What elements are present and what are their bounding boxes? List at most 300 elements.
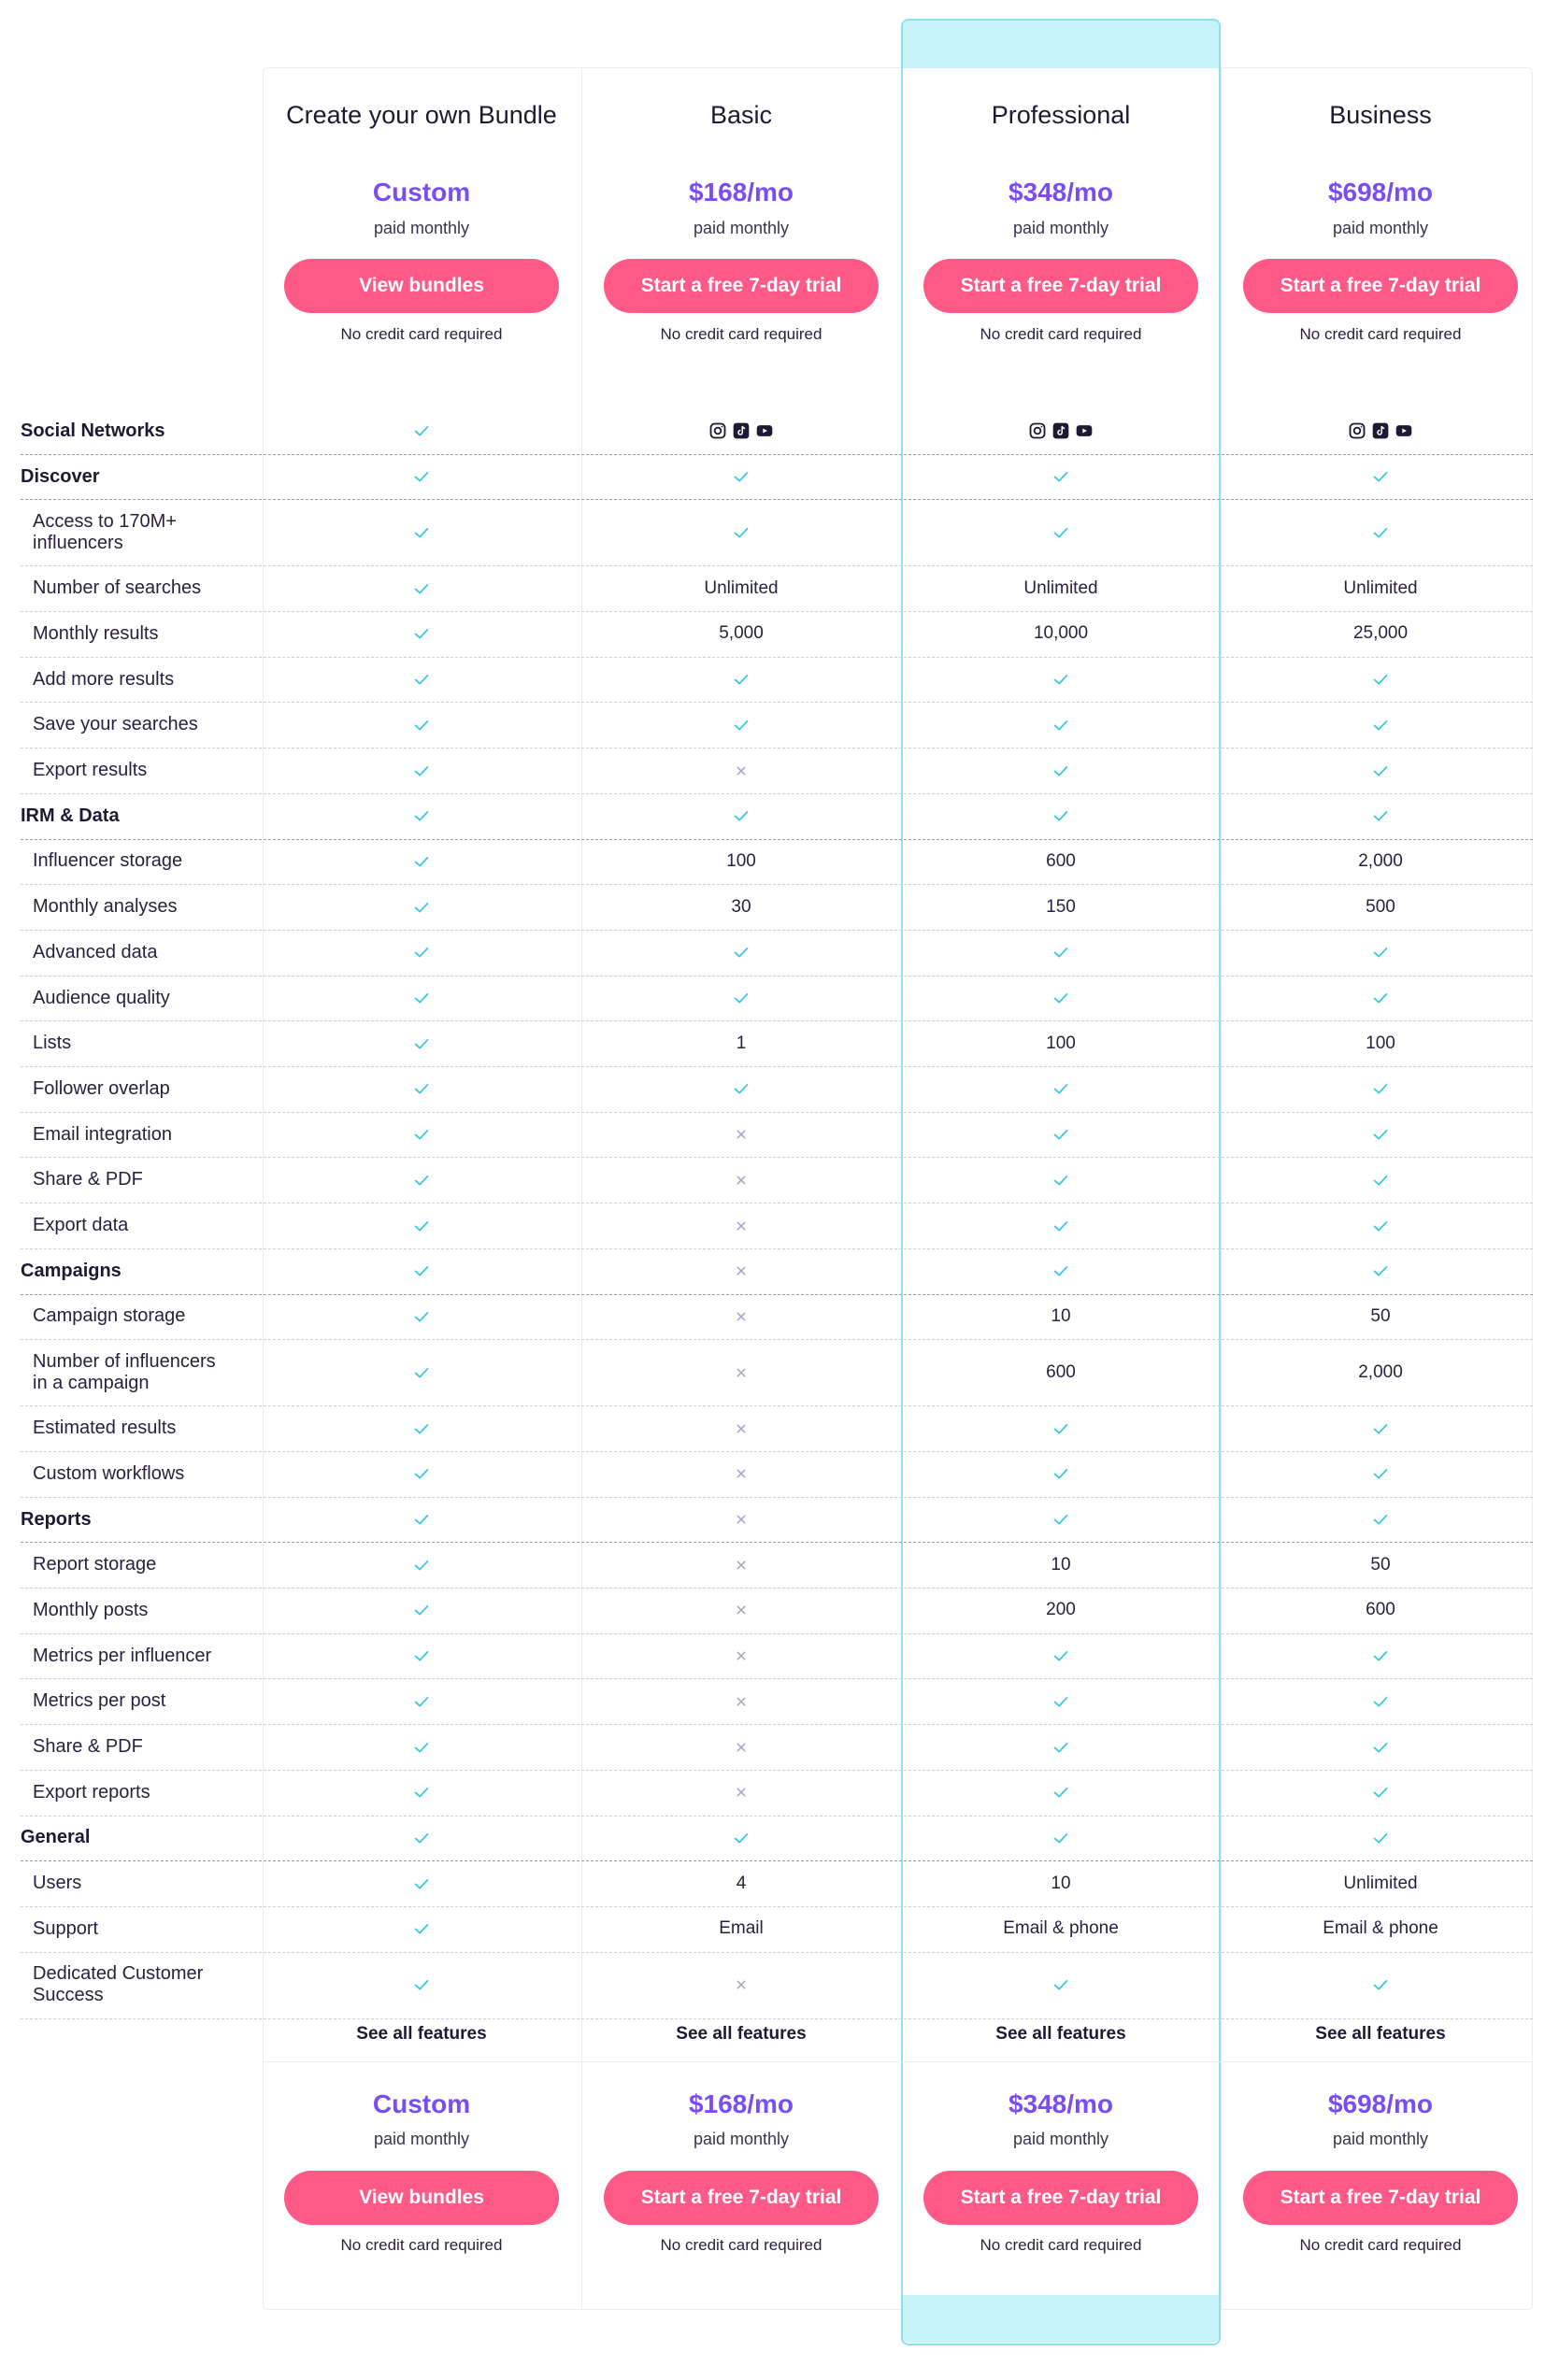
feature-value: [1221, 657, 1540, 703]
feature-value: [901, 839, 1221, 885]
check-icon: [1370, 1974, 1391, 1995]
check-icon: [1370, 761, 1391, 781]
feature-value-text: 10: [1051, 1305, 1071, 1326]
feature-value: [581, 1339, 901, 1405]
check-icon: [411, 1918, 432, 1939]
check-icon: [1051, 715, 1071, 735]
feature-value: [262, 1294, 581, 1340]
start-trial-button[interactable]: Start a free 7-day trial: [923, 259, 1198, 313]
check-icon: [411, 1306, 432, 1327]
check-icon: [1051, 669, 1071, 690]
feature-value: [901, 793, 1221, 839]
feature-value: [1221, 1542, 1540, 1588]
feature-value: [262, 1497, 581, 1543]
check-icon: [1370, 1646, 1391, 1666]
feature-value: [1221, 1020, 1540, 1066]
instagram-icon: [708, 421, 727, 440]
cross-icon: [733, 1308, 750, 1325]
plan-name: Basic: [709, 101, 773, 129]
feature-value: [901, 1588, 1221, 1633]
feature-value-text: 50: [1370, 1554, 1391, 1575]
feature-value: [581, 1451, 901, 1497]
feature-label: Metrics per influencer: [33, 1645, 212, 1666]
check-icon: [1051, 1737, 1071, 1758]
feature-value-text: 10: [1051, 1873, 1071, 1893]
tiktok-icon: [1371, 421, 1390, 440]
feature-value: [901, 1724, 1221, 1770]
feature-row: [21, 884, 1533, 931]
instagram-icon: [1028, 421, 1047, 440]
feature-value: [901, 1679, 1221, 1725]
plan-price: Custom: [372, 178, 471, 207]
feature-value: [262, 1588, 581, 1633]
feature-row: [21, 1497, 1533, 1544]
see-all-features-link[interactable]: See all features: [356, 2024, 487, 2044]
feature-value: [262, 930, 581, 976]
feature-value: [262, 1158, 581, 1204]
no-credit-card-note: No credit card required: [340, 2236, 503, 2254]
feature-value-text: 600: [1366, 1600, 1395, 1620]
feature-row: [21, 408, 1533, 455]
no-credit-card-note: No credit card required: [980, 325, 1142, 343]
feature-value-text: Email & phone: [1323, 1918, 1438, 1939]
feature-value: [901, 657, 1221, 703]
feature-value: [1221, 1952, 1540, 2018]
cross-icon: [733, 1511, 750, 1528]
feature-row: [21, 1860, 1533, 1907]
feature-value: [1221, 1294, 1540, 1340]
see-all-features-link[interactable]: See all features: [995, 2024, 1126, 2044]
feature-value: [901, 611, 1221, 657]
feature-label: Share & PDF: [33, 1169, 143, 1190]
feature-value: [262, 793, 581, 839]
check-icon: [1051, 1078, 1071, 1099]
see-all-features-link[interactable]: See all features: [1315, 2024, 1446, 2044]
feature-value: [901, 1112, 1221, 1158]
feature-value-text: 10,000: [1033, 623, 1089, 644]
check-icon: [411, 1216, 432, 1236]
feature-value: [1221, 1906, 1540, 1952]
feature-value: [262, 1860, 581, 1906]
check-icon: [411, 1078, 432, 1099]
view-bundles-button[interactable]: View bundles: [284, 2171, 559, 2225]
feature-value: [581, 1066, 901, 1112]
feature-row: [21, 565, 1533, 612]
feature-label: Influencer storage: [33, 850, 183, 872]
cross-icon: [733, 1262, 750, 1279]
feature-value: [1221, 1816, 1540, 1861]
feature-value: [262, 748, 581, 793]
feature-label: Monthly results: [33, 622, 159, 644]
plan-price: Custom: [372, 2089, 471, 2118]
feature-group-label: General: [21, 1827, 91, 1848]
most-popular-badge-top: [903, 21, 1219, 68]
feature-value-text: 4: [736, 1873, 747, 1893]
feature-value: [1221, 1633, 1540, 1679]
no-credit-card-note: No credit card required: [340, 325, 503, 343]
check-icon: [1051, 522, 1071, 543]
feature-label: Monthly posts: [33, 1599, 149, 1620]
feature-group-label: Social Networks: [21, 420, 165, 441]
feature-label: Export data: [33, 1215, 129, 1236]
feature-row: [21, 1816, 1533, 1862]
feature-value: [1221, 1203, 1540, 1248]
feature-row: [21, 976, 1533, 1022]
feature-label: Export reports: [33, 1781, 150, 1803]
plan-price: $168/mo: [688, 2089, 794, 2118]
feature-row: [21, 1294, 1533, 1341]
feature-value-text: Unlimited: [1343, 1873, 1418, 1893]
feature-value: [1221, 454, 1540, 500]
feature-value: [581, 1158, 901, 1204]
check-icon: [731, 669, 751, 690]
check-icon: [411, 623, 432, 644]
check-icon: [411, 1782, 432, 1803]
feature-value: [262, 1770, 581, 1816]
feature-value-text: 100: [726, 850, 756, 871]
feature-label: Users: [33, 1873, 82, 1894]
feature-label: Custom workflows: [33, 1462, 185, 1484]
plan-name: Professional: [991, 101, 1131, 129]
feature-value: [262, 1724, 581, 1770]
feature-row: [21, 930, 1533, 976]
feature-value-text: 2,000: [1358, 1361, 1403, 1382]
feature-value-text: Unlimited: [1023, 577, 1098, 598]
feature-value-text: 100: [1046, 1033, 1076, 1053]
feature-label: Advanced data: [33, 941, 158, 962]
plan-name: Business: [1329, 101, 1432, 129]
feature-value: [901, 1020, 1221, 1066]
feature-value: [901, 748, 1221, 793]
check-icon: [1051, 1509, 1071, 1530]
feature-value: [581, 1906, 901, 1952]
feature-value: [1221, 1112, 1540, 1158]
check-icon: [411, 522, 432, 543]
check-icon: [1051, 942, 1071, 962]
feature-row: [21, 1906, 1533, 1953]
check-icon: [411, 1170, 432, 1190]
feature-value: [901, 1203, 1221, 1248]
billing-period: paid monthly: [1332, 2130, 1429, 2148]
feature-value: [262, 839, 581, 885]
feature-value: [581, 976, 901, 1021]
feature-value: [581, 930, 901, 976]
check-icon: [411, 897, 432, 918]
feature-label: Audience quality: [33, 987, 170, 1008]
feature-value: [901, 1860, 1221, 1906]
youtube-icon: [1395, 421, 1413, 440]
feature-value: [262, 1633, 581, 1679]
feature-label: Campaign storage: [33, 1305, 186, 1327]
check-icon: [1370, 1463, 1391, 1484]
check-icon: [1370, 1691, 1391, 1712]
start-trial-button[interactable]: Start a free 7-day trial: [1243, 2171, 1518, 2225]
cross-icon: [733, 1218, 750, 1234]
view-bundles-button[interactable]: View bundles: [284, 259, 559, 313]
feature-value: [901, 884, 1221, 930]
feature-row: [21, 1679, 1533, 1726]
check-icon: [731, 1828, 751, 1848]
feature-value: [1221, 1066, 1540, 1112]
feature-value: [1221, 1860, 1540, 1906]
check-icon: [1370, 466, 1391, 487]
feature-value: [262, 884, 581, 930]
feature-value: [262, 1339, 581, 1405]
feature-value: [262, 1952, 581, 2018]
feature-value: [581, 408, 901, 454]
feature-value: [262, 1248, 581, 1294]
feature-value: [1221, 1770, 1540, 1816]
feature-value-text: 30: [731, 896, 751, 917]
plan-price: $698/mo: [1327, 2089, 1434, 2118]
feature-value: [581, 1860, 901, 1906]
check-icon: [1370, 1737, 1391, 1758]
feature-value: [901, 1248, 1221, 1294]
plan-price: $168/mo: [688, 178, 794, 207]
feature-value: [901, 1542, 1221, 1588]
feature-label: Share & PDF: [33, 1736, 143, 1758]
feature-label: Access to 170M+ influencers: [33, 510, 177, 553]
feature-value-text: 500: [1366, 896, 1395, 917]
check-icon: [731, 522, 751, 543]
check-icon: [1051, 1261, 1071, 1281]
feature-value: [262, 1020, 581, 1066]
feature-value: [1221, 1405, 1540, 1451]
check-icon: [1051, 1418, 1071, 1439]
feature-value: [262, 1816, 581, 1861]
check-icon: [1370, 1782, 1391, 1803]
feature-row: [21, 1405, 1533, 1452]
cross-icon: [733, 1647, 750, 1664]
check-icon: [731, 466, 751, 487]
check-icon: [731, 1078, 751, 1099]
billing-period: paid monthly: [1012, 2130, 1109, 2148]
check-icon: [1370, 669, 1391, 690]
check-icon: [1370, 942, 1391, 962]
feature-value: [581, 1816, 901, 1861]
feature-value: [581, 1770, 901, 1816]
feature-value: [1221, 1679, 1540, 1725]
feature-value-text: 200: [1046, 1600, 1076, 1620]
youtube-icon: [1075, 421, 1094, 440]
start-trial-button[interactable]: Start a free 7-day trial: [1243, 259, 1518, 313]
feature-value-text: 25,000: [1352, 623, 1409, 644]
feature-value: [581, 703, 901, 748]
check-icon: [1370, 988, 1391, 1008]
check-icon: [1051, 805, 1071, 826]
feature-value: [581, 839, 901, 885]
feature-value-text: Unlimited: [704, 577, 779, 598]
feature-value: [262, 1066, 581, 1112]
feature-value: [901, 1158, 1221, 1204]
divider: [263, 2061, 1533, 2062]
check-icon: [411, 1124, 432, 1145]
feature-row: [21, 793, 1533, 840]
cross-icon: [733, 1784, 750, 1801]
feature-value: [262, 1906, 581, 1952]
feature-value-text: 5,000: [719, 623, 764, 644]
feature-row: [21, 611, 1533, 658]
feature-value: [1221, 839, 1540, 885]
feature-value: [581, 1588, 901, 1633]
no-credit-card-note: No credit card required: [660, 2236, 823, 2254]
check-icon: [411, 851, 432, 872]
feature-value: [581, 1294, 901, 1340]
feature-value: [901, 976, 1221, 1021]
feature-value: [581, 1020, 901, 1066]
feature-row: [21, 1112, 1533, 1159]
feature-value-text: Unlimited: [1343, 577, 1418, 598]
feature-value: [581, 611, 901, 657]
check-icon: [1051, 761, 1071, 781]
no-credit-card-note: No credit card required: [1299, 2236, 1462, 2254]
feature-row: [21, 1066, 1533, 1113]
feature-row: [21, 1633, 1533, 1680]
check-icon: [1051, 1782, 1071, 1803]
check-icon: [411, 420, 432, 441]
instagram-icon: [1348, 421, 1366, 440]
feature-value: [1221, 703, 1540, 748]
feature-value: [1221, 1724, 1540, 1770]
cross-icon: [733, 1976, 750, 1993]
feature-value: [1221, 565, 1540, 611]
plan-name: Create your own Bundle: [286, 101, 557, 129]
check-icon: [1051, 1216, 1071, 1236]
feature-row: [21, 748, 1533, 794]
feature-row: [21, 1542, 1533, 1589]
feature-value: [262, 1203, 581, 1248]
feature-row: [21, 1952, 1533, 2019]
no-credit-card-note: No credit card required: [1299, 325, 1462, 343]
start-trial-button[interactable]: Start a free 7-day trial: [604, 259, 879, 313]
feature-value: [262, 703, 581, 748]
feature-value: [1221, 499, 1540, 565]
feature-value: [262, 565, 581, 611]
feature-value: [581, 454, 901, 500]
feature-row: [21, 1203, 1533, 1249]
feature-value: [901, 408, 1221, 454]
feature-value: [581, 793, 901, 839]
check-icon: [1051, 1463, 1071, 1484]
plan-price: $698/mo: [1327, 178, 1434, 207]
feature-value: [262, 499, 581, 565]
no-credit-card-note: No credit card required: [660, 325, 823, 343]
check-icon: [1370, 1124, 1391, 1145]
feature-label: Save your searches: [33, 714, 198, 735]
check-icon: [411, 1600, 432, 1620]
feature-value: [1221, 1248, 1540, 1294]
feature-value: [901, 930, 1221, 976]
feature-row: [21, 1158, 1533, 1204]
feature-value: [262, 1112, 581, 1158]
cross-icon: [733, 1364, 750, 1381]
feature-label: Report storage: [33, 1554, 157, 1575]
start-trial-button[interactable]: Start a free 7-day trial: [604, 2171, 879, 2225]
feature-value: [901, 1633, 1221, 1679]
check-icon: [1370, 522, 1391, 543]
feature-label: Follower overlap: [33, 1077, 170, 1099]
check-icon: [1051, 1124, 1071, 1145]
check-icon: [411, 1509, 432, 1530]
feature-value: [581, 748, 901, 793]
cross-icon: [733, 1557, 750, 1574]
feature-row: [21, 1770, 1533, 1817]
feature-value: [901, 1451, 1221, 1497]
check-icon: [1370, 1078, 1391, 1099]
feature-group-label: Campaigns: [21, 1260, 122, 1281]
feature-value: [581, 1679, 901, 1725]
feature-value: [581, 1497, 901, 1543]
feature-value-text: 1: [736, 1033, 747, 1053]
feature-value-text: 10: [1051, 1554, 1071, 1575]
check-icon: [411, 1362, 432, 1383]
feature-row: [21, 454, 1533, 501]
feature-group-label: Discover: [21, 465, 100, 487]
start-trial-button[interactable]: Start a free 7-day trial: [923, 2171, 1198, 2225]
feature-label: Estimated results: [33, 1418, 177, 1439]
feature-value: [262, 454, 581, 500]
cross-icon: [733, 1465, 750, 1482]
feature-value: [581, 1633, 901, 1679]
feature-value: [1221, 1339, 1540, 1405]
feature-row: [21, 1020, 1533, 1067]
plan-price: $348/mo: [1008, 2089, 1114, 2118]
feature-row: [21, 703, 1533, 749]
cross-icon: [733, 1172, 750, 1189]
feature-value: [901, 1497, 1221, 1543]
check-icon: [411, 942, 432, 962]
billing-period: paid monthly: [1332, 219, 1429, 237]
feature-value-text: Email & phone: [1003, 1918, 1119, 1939]
check-icon: [1051, 1646, 1071, 1666]
billing-period: paid monthly: [693, 2130, 790, 2148]
feature-value: [1221, 884, 1540, 930]
feature-value: [1221, 1158, 1540, 1204]
check-icon: [411, 805, 432, 826]
feature-value: [1221, 976, 1540, 1021]
tiktok-icon: [732, 421, 751, 440]
feature-value: [901, 1906, 1221, 1952]
feature-value: [901, 1405, 1221, 1451]
check-icon: [1370, 1509, 1391, 1530]
cross-icon: [733, 1739, 750, 1756]
check-icon: [411, 578, 432, 599]
feature-value: [901, 1339, 1221, 1405]
see-all-features-link[interactable]: See all features: [676, 2024, 807, 2044]
check-icon: [411, 1463, 432, 1484]
feature-group-label: IRM & Data: [21, 805, 120, 826]
check-icon: [411, 1737, 432, 1758]
feature-row: [21, 1724, 1533, 1771]
feature-row: [21, 1339, 1533, 1406]
check-icon: [411, 466, 432, 487]
feature-value: [1221, 611, 1540, 657]
feature-row: [21, 839, 1533, 886]
feature-label: Metrics per post: [33, 1690, 166, 1712]
feature-value: [1221, 930, 1540, 976]
check-icon: [411, 1033, 432, 1054]
check-icon: [1370, 1261, 1391, 1281]
most-popular-badge-bottom: [903, 2295, 1219, 2343]
feature-value-text: 100: [1366, 1033, 1395, 1053]
feature-label: Number of influencers in a campaign: [33, 1350, 216, 1393]
feature-value: [262, 611, 581, 657]
feature-row: [21, 1248, 1533, 1295]
check-icon: [1370, 805, 1391, 826]
feature-value: [901, 1066, 1221, 1112]
feature-value: [581, 499, 901, 565]
check-icon: [1051, 1974, 1071, 1995]
